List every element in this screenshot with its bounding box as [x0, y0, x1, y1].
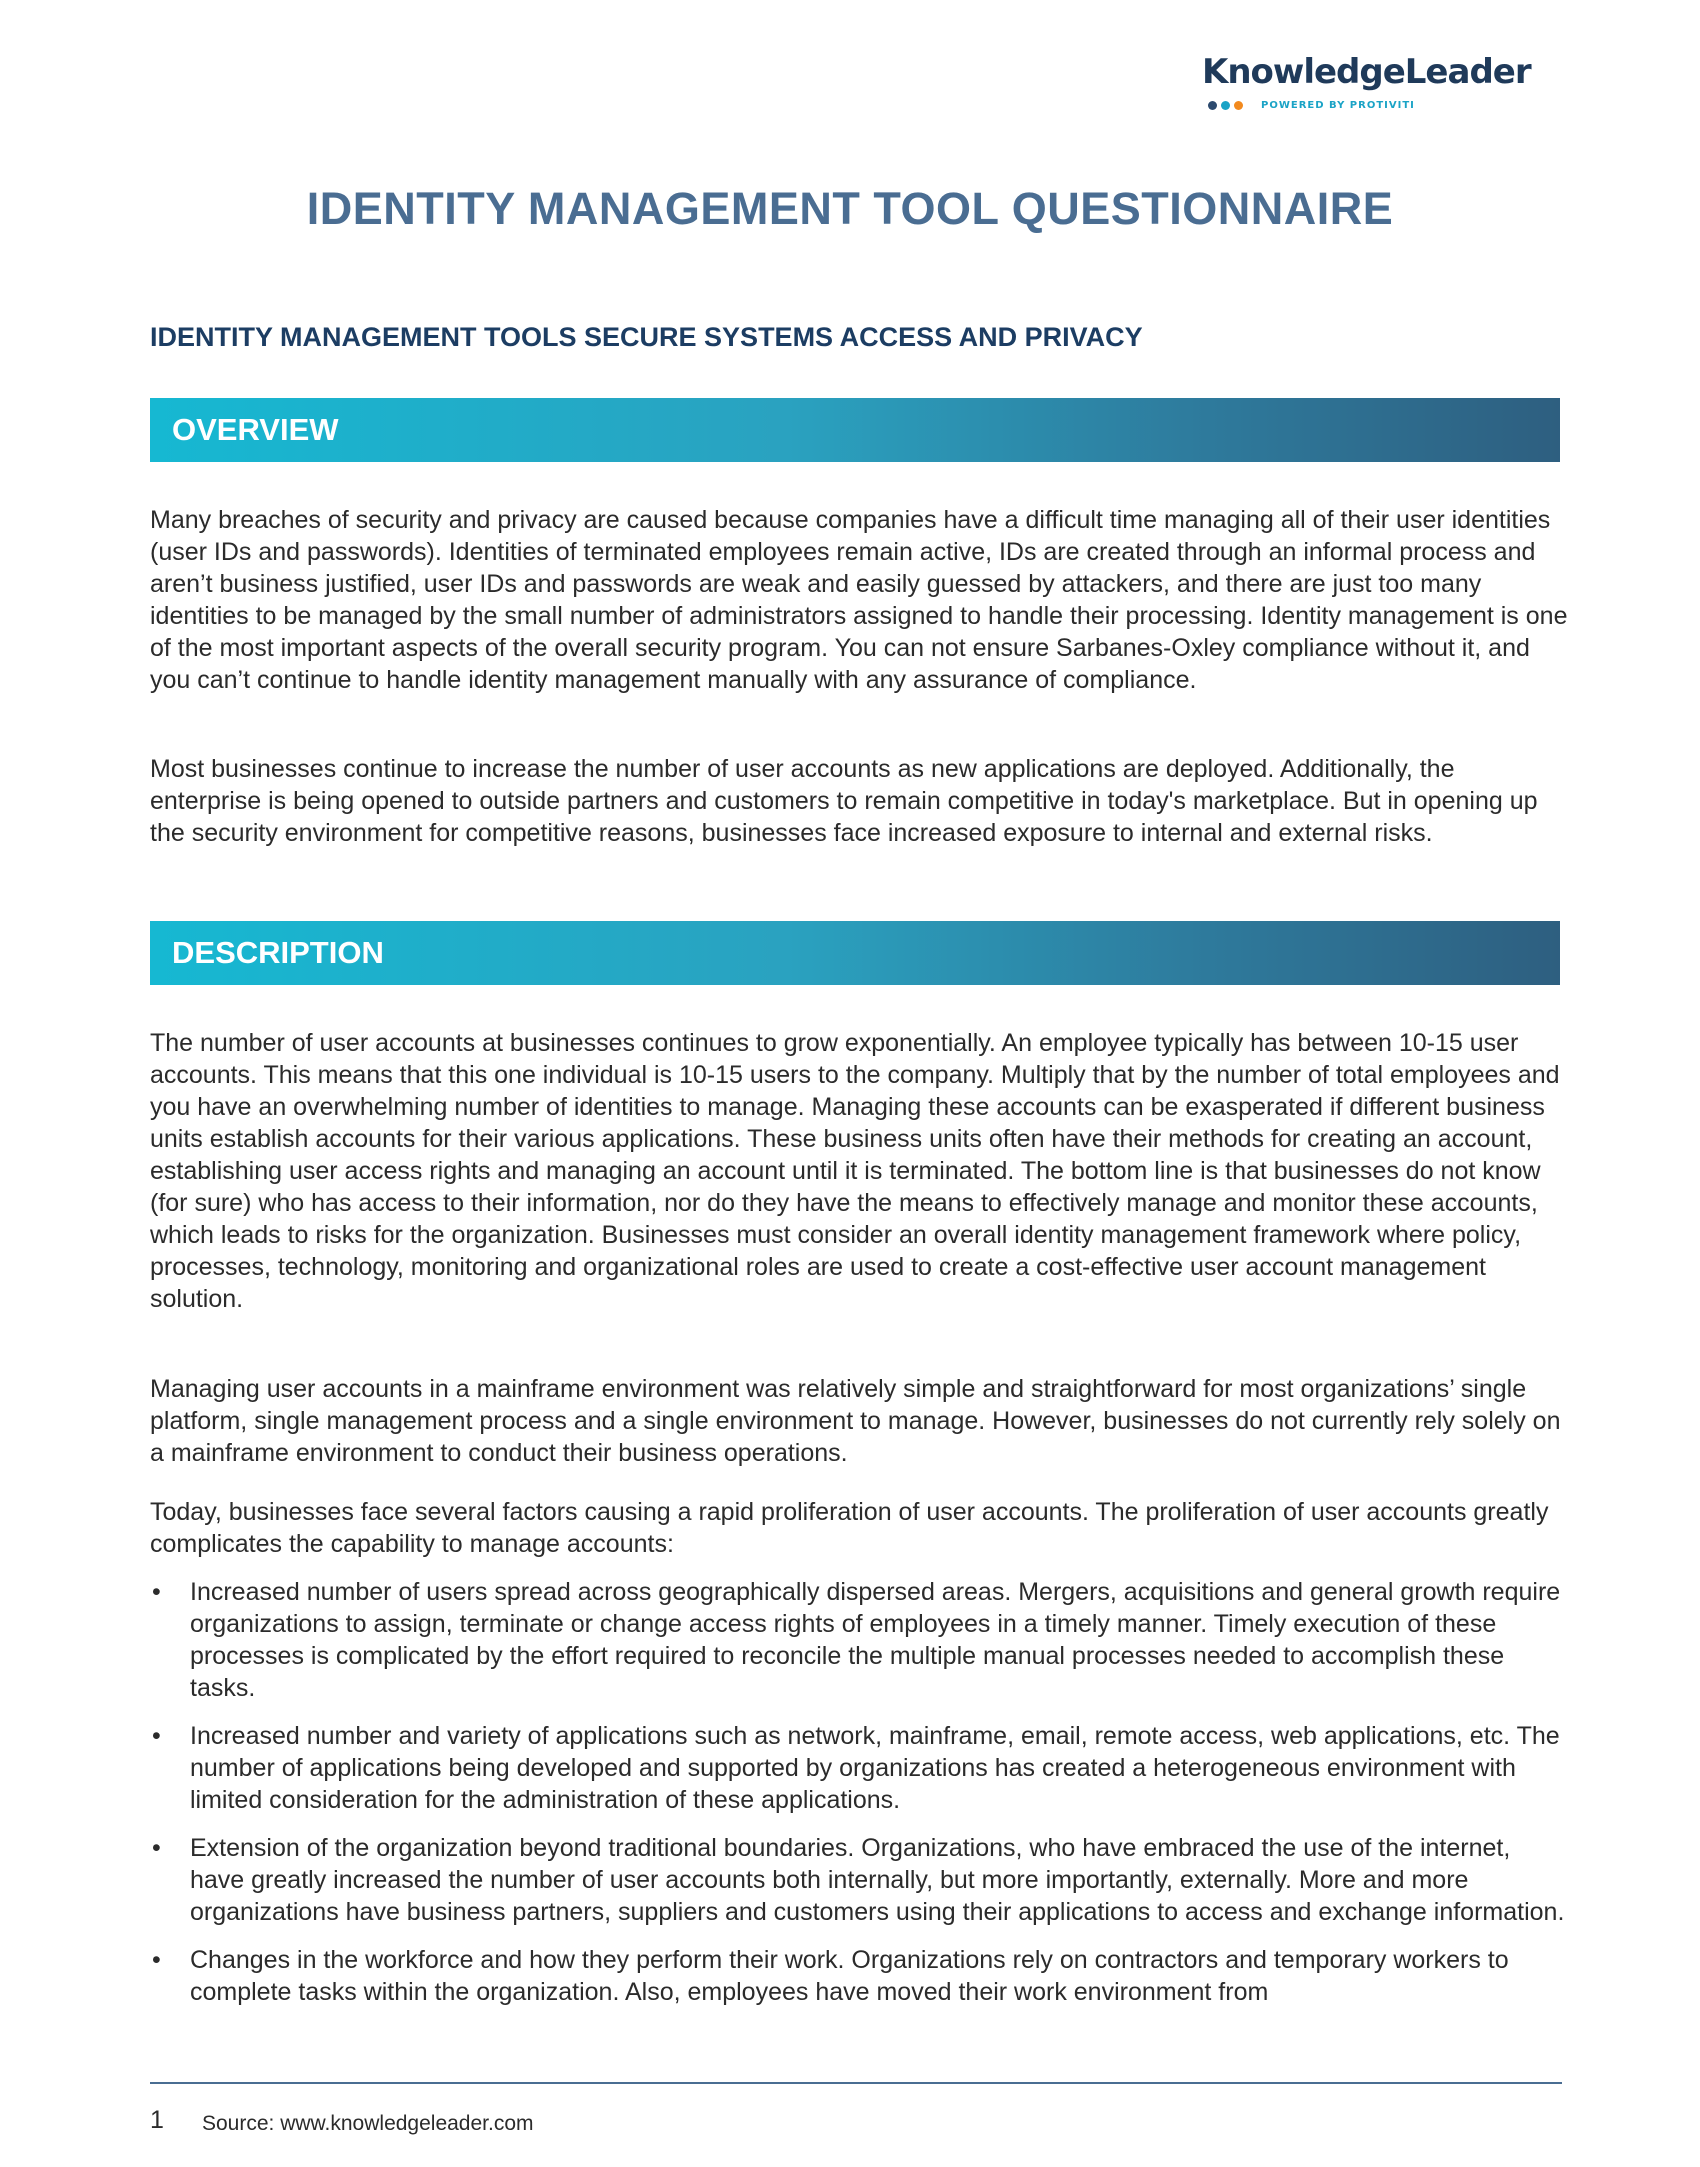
bullet-text: Extension of the organization beyond traditional boundaries. Organizations, who have embraced the use of the internet, have greatly increased the number of user accounts both internally, but more importantly, externally. More and more organizations have business partners, suppliers and customers using their applications to access and exchange information.	[190, 1834, 1565, 1926]
logo-dot-teal	[1221, 101, 1230, 110]
bullet-text: Increased number of users spread across geographically dispersed areas. Mergers, acquisitions and general growth require organizations to assign, terminate or change access rights of employees in a timely manner. Timely execution of these processes is complicated by the effort required to reconcile the multiple manual processes needed to accomplish these tasks.	[190, 1578, 1561, 1702]
page-number: 1	[150, 2106, 164, 2134]
bullet-text: Changes in the workforce and how they perform their work. Organizations rely on contractors and temporary workers to complete tasks within the organization. Also, employees have moved their work environment from	[190, 1946, 1509, 2006]
page-title: IDENTITY MANAGEMENT TOOL QUESTIONNAIRE	[306, 183, 1394, 234]
footer-source: Source: www.knowledgeleader.com	[202, 2112, 534, 2135]
page-subtitle: IDENTITY MANAGEMENT TOOLS SECURE SYSTEMS ACCESS AND PRIVACY	[150, 322, 1143, 352]
logo-tagline: POWERED BY PROTIVITI	[1261, 100, 1415, 111]
bullet-icon: •	[152, 1834, 161, 1862]
logo-dots-icon	[1208, 101, 1243, 110]
logo-tagline-row	[1202, 100, 1562, 111]
list-item	[150, 1576, 1570, 1704]
description-paragraph-2: Managing user accounts in a mainframe environment was relatively simple and straightforward for most organizations’ single platform, single management process and a single environment to manage. However, businesses do not currently rely solely on a mainframe environment to conduct their business operations.	[150, 1375, 1561, 1467]
description-paragraph-3: Today, businesses face several factors causing a rapid proliferation of user accounts. The proliferation of user accounts greatly complicates the capability to manage accounts:	[150, 1498, 1549, 1558]
list-item	[150, 1832, 1570, 1928]
description-bullet-list	[150, 1576, 1570, 2024]
logo-dot-orange	[1234, 101, 1243, 110]
footer-divider	[150, 2082, 1562, 2084]
logo-wordmark: KnowledgeLeader	[1202, 52, 1531, 92]
overview-paragraph-1: Many breaches of security and privacy are caused because companies have a difficult time managing all of their user identities (user IDs and passwords). Identities of terminated employees remain active, IDs are created through an informal process and aren’t business justified, user IDs and passwords are weak and easily guessed by attackers, and there are just too many identities to be managed by the small number of administrators assigned to handle their processing. Identity management is one of the most important aspects of the overall security program. You can not ensure Sarbanes-Oxley compliance without it, and you can’t continue to handle identity management manually with any assurance of compliance.	[150, 506, 1568, 694]
overview-paragraph-2: Most businesses continue to increase the number of user accounts as new applications are deployed. Additionally, the enterprise is being opened to outside partners and customers to remain competitive in today's marketplace. But in opening up the security environment for competitive reasons, businesses face increased exposure to internal and external risks.	[150, 755, 1538, 847]
overview-section-banner: OVERVIEW	[150, 398, 1560, 462]
list-item	[150, 1944, 1570, 2008]
bullet-icon: •	[152, 1946, 161, 1974]
description-paragraph-1: The number of user accounts at businesses continues to grow exponentially. An employee typically has between 10-15 user accounts. This means that this one individual is 10-15 users to the company. Multiply that by the number of total employees and you have an overwhelming number of identities to manage. Managing these accounts can be exasperated if different business units establish accounts for their various applications. These business units often have their methods for creating an account, establishing user access rights and managing an account until it is terminated. The bottom line is that businesses do not know (for sure) who has access to their information, nor do they have the means to effectively manage and monitor these accounts, which leads to risks for the organization. Businesses must consider an overall identity management framework where policy, processes, technology, monitoring and organizational roles are used to create a cost-effective user account management solution.	[150, 1029, 1560, 1313]
bullet-icon: •	[152, 1578, 161, 1606]
list-item	[150, 1720, 1570, 1816]
logo-dot-navy	[1208, 101, 1217, 110]
bullet-icon: •	[152, 1722, 161, 1750]
knowledgeleader-logo	[1202, 52, 1562, 111]
bullet-text: Increased number and variety of applications such as network, mainframe, email, remote access, web applications, etc. The number of applications being developed and supported by organizations has created a heterogeneous environment with limited consideration for the administration of these applications.	[190, 1722, 1560, 1814]
description-section-banner: DESCRIPTION	[150, 921, 1560, 985]
